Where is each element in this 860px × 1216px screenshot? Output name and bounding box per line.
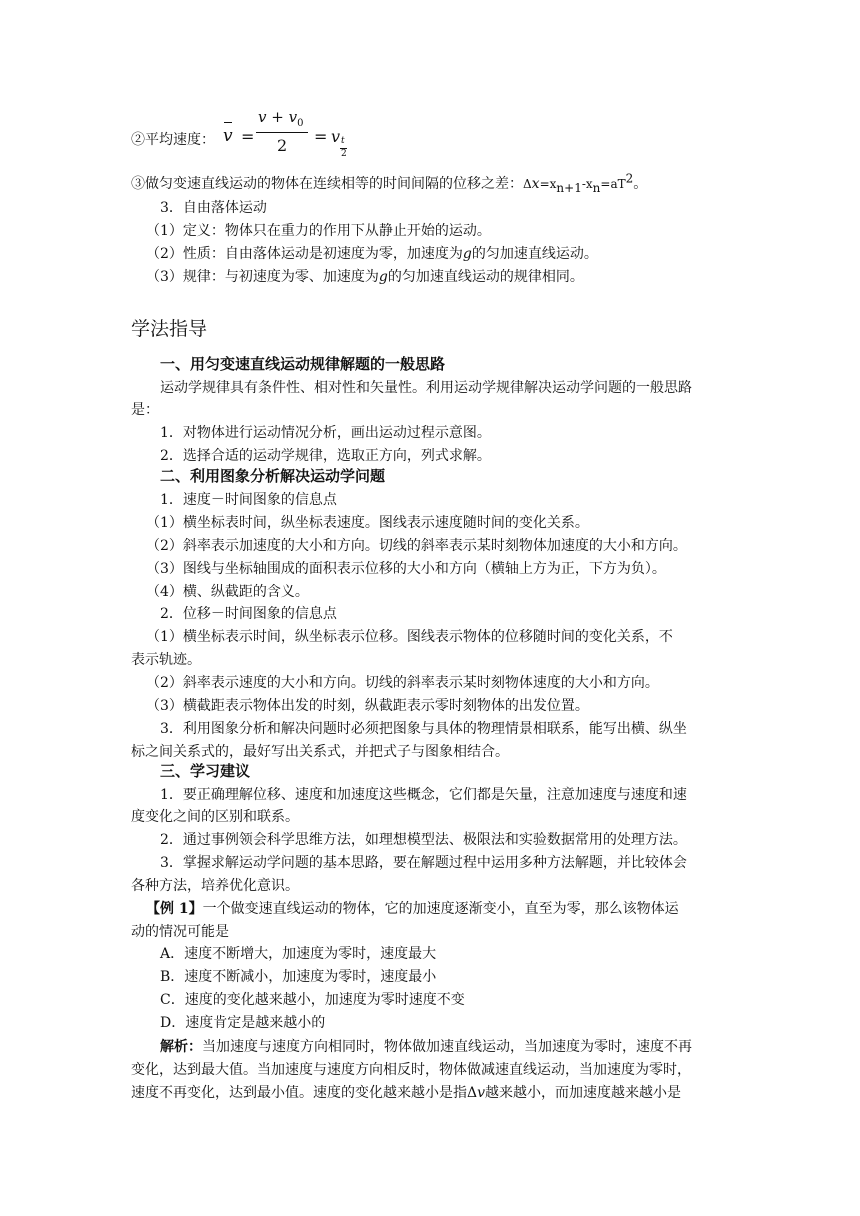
part2-sub-1-item-2: （2）斜率表示加速度的大小和方向。切线的斜率表示某时刻物体加速度的大小和方向。 [146, 538, 687, 554]
part2-sub-2-item-1-cont: 表示轨迹。 [131, 652, 201, 668]
part3-item-1-cont: 度变化之间的区别和联系。 [131, 809, 299, 825]
part2-heading: 二、利用图象分析解决运动学问题 [160, 467, 386, 485]
part2-sub-2-item-3: （3）横截距表示物体出发的时刻，纵截距表示零时刻物体的出发位置。 [146, 698, 589, 714]
part1-heading: 一、用匀变速直线运动规律解题的一般思路 [160, 355, 446, 373]
option-a: A．速度不断增大，加速度为零时，速度最大 [160, 946, 437, 962]
formula-equals-2: = [314, 127, 328, 146]
part3-heading: 三、学习建议 [160, 762, 251, 780]
formula-rhs-v: v [331, 127, 341, 146]
part2-sub-1-item-4: （4）横、纵截距的含义。 [146, 584, 309, 600]
part3-item-2: 2．通过事例领会科学思维方法，如理想模型法、极限法和实验数据常用的处理方法。 [160, 832, 687, 848]
part2-sub-2-item-2: （2）斜率表示速度的大小和方向。切线的斜率表示某时刻物体速度的大小和方向。 [146, 675, 659, 691]
part1-item-2: 2．选择合适的运动学规律，选取正方向，列式求解。 [160, 448, 491, 464]
part3-item-1: 1．要正确理解位移、速度和加速度这些概念，它们都是矢量，注意加速度与速度和速 [160, 787, 687, 803]
part2-sub-1: 1．速度－时间图象的信息点 [160, 492, 337, 508]
part3-item-3: 3．掌握求解运动学问题的基本思路，要在解题过程中运用多种方法解题，并比较体会 [160, 855, 687, 871]
example-tag: 【例 1】 [146, 901, 203, 917]
formula-rhs-sub-t: t [341, 136, 345, 146]
part2-sub-2-item-1: （1）横坐标表示时间，纵坐标表示位移。图线表示物体的位移随时间的变化关系，不 [146, 629, 673, 645]
formula-rhs-sub-2: 2 [341, 149, 347, 159]
free-fall-definition: （1）定义：物体只在重力的作用下从静止开始的运动。 [146, 223, 491, 239]
analysis-label: 解析： [160, 1039, 202, 1055]
part2-sub-3-cont: 标之间关系式的，最好写出关系式，并把式子与图象相结合。 [131, 744, 509, 760]
analysis-line-3: 速度不再变化，达到最小值。速度的变化越来越小是指Δv越来越小，而加速度越来越小是 [131, 1085, 682, 1101]
part2-sub-3: 3．利用图象分析和解决问题时必须把图象与具体的物理情景相联系，能写出横、纵坐 [160, 721, 687, 737]
formula-v-bar: v [223, 126, 233, 146]
part3-item-3-cont: 各种方法，培养优化意识。 [131, 878, 299, 894]
free-fall-law: （3）规律：与初速度为零、加速度为g的匀加速直线运动的规律相同。 [146, 269, 584, 285]
part1-paragraph-cont: 是： [131, 402, 159, 418]
average-velocity-formula [131, 108, 531, 163]
part2-sub-2: 2．位移－时间图象的信息点 [160, 606, 337, 622]
section-title: 学法指导 [131, 318, 208, 340]
part1-paragraph: 运动学规律具有条件性、相对性和矢量性。利用运动学规律解决运动学问题的一般思路 [160, 380, 692, 396]
formula-label: ②平均速度： [131, 132, 215, 148]
option-c: C．速度的变化越来越小，加速度为零时速度不变 [160, 992, 465, 1008]
formula-numerator: $v + v_0$ [258, 108, 304, 129]
analysis-line-2: 变化，达到最大值。当加速度与速度方向相反时，物体做减速直线运动，当加速度为零时， [131, 1062, 691, 1078]
formula-denominator: 2 [277, 136, 288, 155]
fraction-bar [256, 132, 308, 133]
option-b: B．速度不断减小，加速度为零时，速度最小 [160, 969, 437, 985]
option-d: D．速度肯定是越来越小的 [160, 1015, 326, 1031]
part2-sub-1-item-1: （1）横坐标表时间，纵坐标表速度。图线表示速度随时间的变化关系。 [146, 515, 589, 531]
part1-item-1: 1．对物体进行运动情况分析，画出运动过程示意图。 [160, 425, 491, 441]
v-bar-overline [224, 122, 232, 123]
formula-equals-1: = [241, 127, 255, 146]
example-question-cont: 动的情况可能是 [131, 924, 229, 940]
analysis-line-1: 解析：当加速度与速度方向相同时，物体做加速直线运动，当加速度为零时，速度不再 [160, 1039, 692, 1055]
part2-sub-1-item-3: （3）图线与坐标轴围成的面积表示位移的大小和方向（横轴上方为正，下方为负）。 [146, 561, 666, 577]
free-fall-property: （2）性质：自由落体运动是初速度为零，加速度为g的匀加速直线运动。 [146, 246, 598, 262]
example-question: 【例 1】一个做变速直线运动的物体，它的加速度逐渐变小，直至为零，那么该物体运 [146, 901, 679, 917]
free-fall-heading: 3．自由落体运动 [160, 200, 267, 216]
displacement-difference-line: ③做匀变速直线运动的物体在连续相等的时间间隔的位移之差：$\Delta x=x_{n+1}-x_n=aT^2$。 [131, 171, 648, 195]
